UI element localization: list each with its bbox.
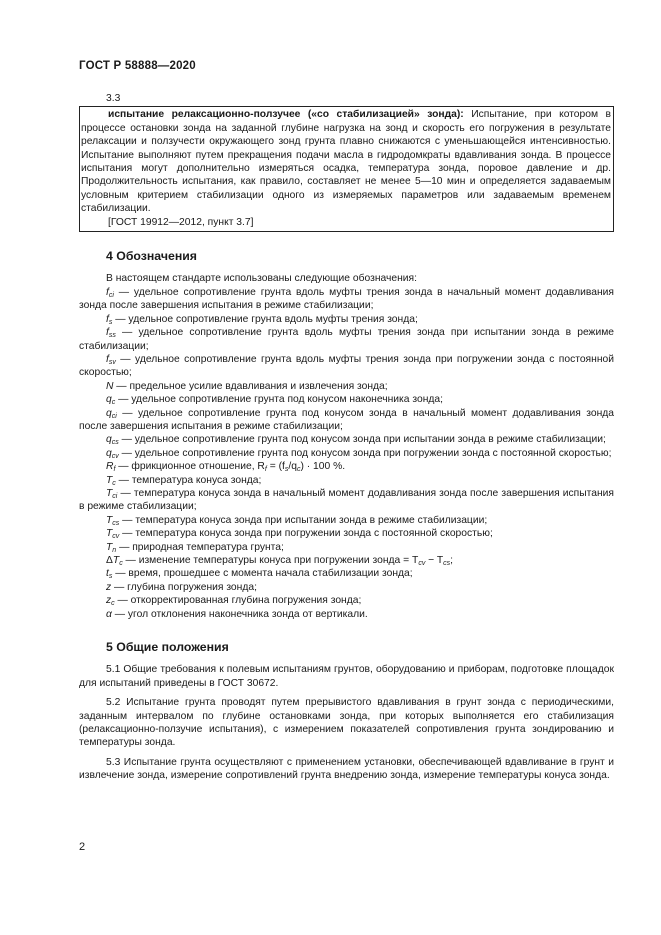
symbol-letter: q [106, 394, 112, 406]
symbol-letter: t [106, 568, 109, 580]
symbol-subscript: c [119, 560, 123, 567]
section-4-intro: В настоящем стандарте использованы следующие обозначения: [106, 273, 417, 285]
formula-text: ; [450, 555, 454, 566]
formula-subscript: f [264, 466, 267, 474]
symbol-subscript: cv [111, 452, 119, 460]
formula-subscript: cs [443, 560, 451, 567]
symbol-description: — изменение температуры конуса при погружении зонда = T [122, 555, 419, 566]
symbol-description: — удельное сопротивление грунта вдоль муфты трения зонда; [112, 313, 418, 325]
symbol-subscript: s [108, 573, 113, 581]
symbol-subscript: cv [112, 533, 120, 541]
symbol-description: — природная температура грунта; [116, 541, 284, 553]
symbol-item [79, 474, 614, 487]
section-4-title: 4 Обозначения [106, 249, 197, 264]
symbol-subscript: ci [112, 492, 118, 500]
symbol-delta: Δ [106, 555, 113, 566]
paragraph-5-1: 5.1 Общие требования к полевым испытаниям грунтов, оборудованию и приборам, подготовке площадок для испытаний приведены в ГОСТ 30672. [79, 664, 614, 689]
symbol-item [79, 286, 614, 313]
symbol-letter: T [106, 528, 113, 540]
symbol-item [79, 433, 614, 446]
section-5-title: 5 Общие положения [106, 640, 229, 655]
formula-text: − T [425, 555, 444, 566]
symbol-letter: T [106, 514, 113, 526]
symbol-letter: T [112, 555, 120, 566]
symbol-description: — откорректированная глубина погружения зонда; [114, 595, 362, 607]
symbol-subscript: n [112, 546, 117, 554]
symbol-description: — предельное усилие вдавливания и извлечения зонда; [113, 380, 388, 392]
symbol-item [79, 594, 614, 607]
symbol-description: — удельное сопротивление грунта вдоль муфты трения зонда при погружении зонда с постоянной скоростью; [79, 353, 614, 379]
symbol-letter: f [106, 353, 109, 365]
symbol-item [79, 554, 614, 567]
symbol-description: — температура конуса зонда при погружении зонда с постоянной скоростью; [119, 528, 493, 540]
term-definition [81, 108, 611, 215]
symbol-letter: q [106, 447, 112, 459]
symbol-letter: z [106, 595, 112, 607]
term-definition-box [79, 106, 614, 232]
symbol-item [79, 608, 614, 621]
symbol-description: — температура конуса зонда; [115, 474, 262, 486]
paragraph-5-3: 5.3 Испытание грунта осуществляют с применением установки, обеспечивающей вдавливание в грунт и извлечение зонда, измерение сопротивлений грунта внедрению зонда, измерение температуры конуса зонда. [79, 756, 614, 782]
symbol-subscript: ci [111, 412, 117, 420]
formula-text: = (f [266, 461, 285, 473]
symbol-description: — удельное сопротивление грунта под конусом наконечника зонда; [115, 394, 443, 406]
symbol-description: — температура конуса зонда при испытании зонда в режиме стабилизации; [119, 514, 488, 526]
symbol-item [79, 326, 614, 353]
symbol-subscript: s [108, 318, 113, 326]
term-reference: [ГОСТ 19912—2012, пункт 3.7] [108, 216, 254, 228]
symbol-letter: f [106, 313, 109, 325]
symbol-subscript: ss [108, 332, 116, 340]
term-number: 3.3 [106, 93, 121, 104]
symbol-description: — фрикционное отношение, R [115, 461, 265, 473]
symbol-item [79, 407, 614, 434]
symbol-letter: T [106, 541, 113, 553]
symbol-item [79, 353, 614, 380]
symbol-letter: α [106, 608, 112, 620]
symbol-letter: T [106, 487, 113, 499]
symbol-letter: T [106, 474, 113, 486]
symbol-letter: f [106, 286, 109, 298]
symbol-letter: q [106, 434, 112, 446]
symbol-subscript: ci [108, 291, 114, 299]
formula-subscript: s [284, 466, 289, 474]
formula-subscript: cv [418, 560, 426, 567]
symbol-description: — удельное сопротивление грунта вдоль муфты трения зонда в начальный момент додавливания зонда после завершения испытания в режиме стабилизации; [79, 286, 614, 312]
paragraph-5-2: 5.2 Испытание грунта проводят путем прерывистого вдавливания в грунт зонда с периодическими, заданным интервалом по глубине остановками зонда, при которых выполняется его стабилизация (релаксационно-ползучие испытания), с измерением показателей сопротивления грунта зондированию и температуры зонда. [79, 697, 614, 749]
symbol-letter: f [106, 327, 109, 339]
symbol-description: — удельное сопротивление грунта под конусом зонда при испытании зонда в режиме стабилизации; [118, 434, 606, 446]
symbol-item [79, 460, 614, 473]
symbol-subscript: c [112, 479, 116, 487]
symbol-item [79, 380, 614, 393]
symbol-description: — удельное сопротивление грунта вдоль муфты трения зонда при испытании зонда в режиме стабилизации; [79, 327, 614, 352]
page-content [79, 92, 614, 783]
symbol-letter: q [106, 407, 112, 419]
symbol-letter: z [106, 581, 112, 593]
symbol-description: — температура конуса зонда в начальный момент додавливания зонда после завершения испытания в режиме стабилизации; [79, 487, 614, 513]
symbol-subscript: c [111, 600, 115, 608]
symbol-item [79, 514, 614, 527]
symbol-description: — глубина погружения зонда; [111, 581, 257, 593]
term-definition-text: Испытание, при котором в процессе остановки зонда на заданной глубине нагрузка на зонд и скорость его погружения в результате релаксации и ползучести окружающего зонд грунта плавно снижаются с уменьшающейся интенсивностью. Испытание выполняют путем прекращения подачи масла в гидродомкраты вдавливания зонда. В процессе испытания могут дополнительно измеряться осадка, температура зонда, поровое давление и др. Продолжительность испытания, как правило, составляет не менее 5—10 мин и определяется задаваемым условным критерием стабилизации одного из измеряемых параметров или задаваемым временем стабилизации. [81, 109, 611, 215]
symbol-item [79, 581, 614, 594]
symbol-item [79, 527, 614, 540]
symbol-subscript: c [111, 399, 116, 407]
symbol-item [79, 541, 614, 554]
symbol-description: — удельное сопротивление грунта под конусом зонда при погружении зонда с постоянной скоростью; [118, 447, 612, 459]
formula-text: /q [288, 461, 297, 473]
symbol-subscript: cs [112, 519, 120, 527]
term-name: испытание релаксационно-ползучее («со стабилизацией» зонда): [108, 109, 464, 121]
symbol-subscript: f [113, 466, 116, 474]
symbol-item [79, 393, 614, 406]
standard-code-header: ГОСТ Р 58888—2020 [79, 60, 196, 72]
symbol-letter: R [106, 461, 114, 473]
symbol-description: — время, прошедшее с момента начала стабилизации зонда; [112, 568, 413, 580]
symbol-item [79, 487, 614, 514]
symbol-description: — удельное сопротивление грунта под конусом зонда в начальный момент додавливания зонда после завершения испытания в режиме стабилизации; [79, 407, 614, 432]
symbol-item [79, 447, 614, 460]
symbol-item [79, 567, 614, 580]
symbol-subscript: cs [111, 439, 119, 447]
symbol-item [79, 313, 614, 326]
formula-text: ) · 100 %. [300, 461, 346, 473]
symbol-description: — угол отклонения наконечника зонда от вертикали. [111, 608, 368, 620]
symbol-letter: N [106, 380, 114, 392]
page-number: 2 [79, 841, 86, 853]
symbol-subscript: sv [108, 358, 116, 366]
symbols-list [79, 286, 614, 621]
formula-subscript: c [296, 466, 301, 474]
